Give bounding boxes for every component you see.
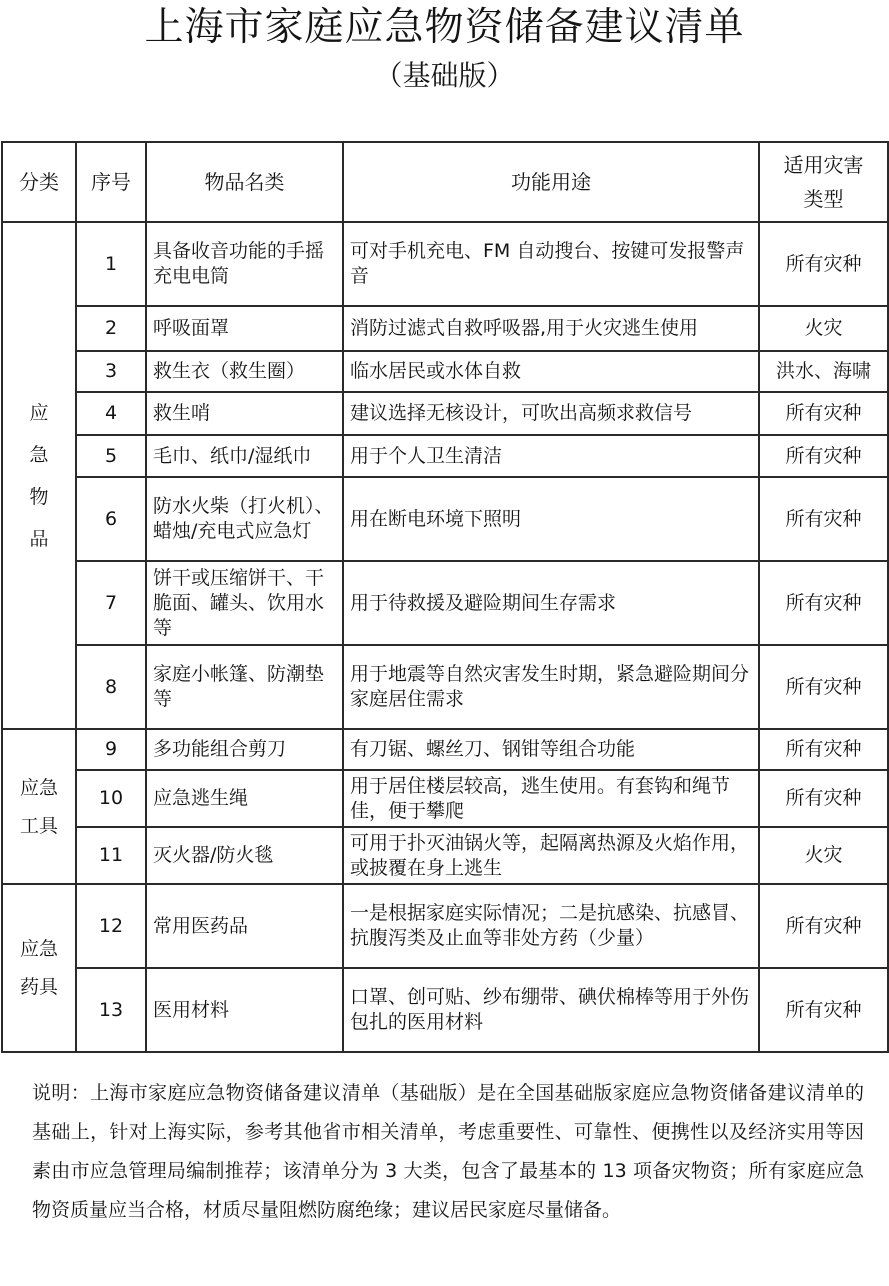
function-cell: 可对手机充电、FM 自动搜台、按键可发报警声音 bbox=[343, 222, 759, 306]
hazard-cell: 所有灾种 bbox=[759, 729, 888, 770]
hazard-cell: 所有灾种 bbox=[759, 222, 888, 306]
category-label: 应急物品 bbox=[29, 401, 49, 550]
column-header-hazard bbox=[759, 142, 888, 222]
function-cell: 用于地震等自然灾害发生时期，紧急避险期间分家庭居住需求 bbox=[343, 645, 759, 729]
column-header-hazard-text: 适用灾害类型 bbox=[783, 153, 864, 211]
hazard-cell: 所有灾种 bbox=[759, 968, 888, 1052]
number-cell: 9 bbox=[76, 729, 146, 770]
page-subtitle: （基础版） bbox=[374, 59, 515, 92]
function-cell: 有刀锯、螺丝刀、钢钳等组合功能 bbox=[343, 729, 759, 770]
function-cell: 消防过滤式自救呼吸器,用于火灾逃生使用 bbox=[343, 306, 759, 351]
number-cell: 13 bbox=[76, 968, 146, 1052]
column-header-item: 物品名类 bbox=[146, 142, 343, 222]
category-cell bbox=[2, 884, 76, 1052]
number-cell: 3 bbox=[76, 351, 146, 392]
function-cell: 可用于扑灭油锅火等，起隔离热源及火焰作用，或披覆在身上逃生 bbox=[343, 827, 759, 884]
function-cell: 口罩、创可贴、纱布绷带、碘伏棉棒等用于外伤包扎的医用材料 bbox=[343, 968, 759, 1052]
table-header-row bbox=[2, 142, 888, 222]
item-cell: 具备收音功能的手摇充电电筒 bbox=[146, 222, 343, 306]
function-cell: 一是根据家庭实际情况；二是抗感染、抗感冒、抗腹泻类及止血等非处方药（少量） bbox=[343, 884, 759, 968]
item-cell: 常用医药品 bbox=[146, 884, 343, 968]
function-cell: 用于待救援及避险期间生存需求 bbox=[343, 561, 759, 645]
category-label: 应急药具 bbox=[19, 938, 58, 998]
hazard-cell: 所有灾种 bbox=[759, 392, 888, 435]
table-row bbox=[2, 770, 888, 827]
number-cell: 8 bbox=[76, 645, 146, 729]
item-cell: 家庭小帐篷、防潮垫等 bbox=[146, 645, 343, 729]
category-label: 应急工具 bbox=[19, 776, 58, 837]
column-header-number: 序号 bbox=[76, 142, 146, 222]
item-cell: 呼吸面罩 bbox=[146, 306, 343, 351]
hazard-cell: 所有灾种 bbox=[759, 477, 888, 561]
item-cell: 应急逃生绳 bbox=[146, 770, 343, 827]
column-header-function: 功能用途 bbox=[343, 142, 759, 222]
function-cell: 临水居民或水体自救 bbox=[343, 351, 759, 392]
table-row bbox=[2, 561, 888, 645]
hazard-cell: 所有灾种 bbox=[759, 645, 888, 729]
hazard-cell: 所有灾种 bbox=[759, 770, 888, 827]
item-cell: 饼干或压缩饼干、干脆面、罐头、饮用水等 bbox=[146, 561, 343, 645]
hazard-cell: 洪水、海啸 bbox=[759, 351, 888, 392]
table-row bbox=[2, 884, 888, 968]
number-cell: 1 bbox=[76, 222, 146, 306]
number-cell: 10 bbox=[76, 770, 146, 827]
table-row bbox=[2, 477, 888, 561]
number-cell: 2 bbox=[76, 306, 146, 351]
number-cell: 5 bbox=[76, 435, 146, 477]
function-cell: 用在断电环境下照明 bbox=[343, 477, 759, 561]
function-cell: 用于居住楼层较高，逃生使用。有套钩和绳节佳，便于攀爬 bbox=[343, 770, 759, 827]
item-cell: 多功能组合剪刀 bbox=[146, 729, 343, 770]
table-row bbox=[2, 392, 888, 435]
supplies-table bbox=[1, 141, 889, 1053]
number-cell: 12 bbox=[76, 884, 146, 968]
item-cell: 救生衣（救生圈） bbox=[146, 351, 343, 392]
table-row bbox=[2, 222, 888, 306]
number-cell: 11 bbox=[76, 827, 146, 884]
category-cell bbox=[2, 222, 76, 729]
table-row bbox=[2, 435, 888, 477]
hazard-cell: 所有灾种 bbox=[759, 561, 888, 645]
hazard-cell: 火灾 bbox=[759, 306, 888, 351]
hazard-cell: 火灾 bbox=[759, 827, 888, 884]
table-row bbox=[2, 306, 888, 351]
item-cell: 医用材料 bbox=[146, 968, 343, 1052]
category-cell bbox=[2, 729, 76, 884]
function-cell: 用于个人卫生清洁 bbox=[343, 435, 759, 477]
item-cell: 灭火器/防火毯 bbox=[146, 827, 343, 884]
hazard-cell: 所有灾种 bbox=[759, 884, 888, 968]
table-row bbox=[2, 351, 888, 392]
item-cell: 救生哨 bbox=[146, 392, 343, 435]
explanatory-note: 说明：上海市家庭应急物资储备建议清单（基础版）是在全国基础版家庭应急物资储备建议清单的基础上，针对上海实际，参考其他省市相关清单，考虑重要性、可靠性、便携性以及经济实用等因素由市应急管理局编制推荐；该清单分为 3 大类，包含了最基本的 13 项备灾物资；所有家庭应急物资质量应当合格，材质尽量阻燃防腐绝缘；建议居民家庭尽量储备。 bbox=[32, 1082, 864, 1221]
table-row bbox=[2, 645, 888, 729]
item-cell: 毛巾、纸巾/湿纸巾 bbox=[146, 435, 343, 477]
table-row bbox=[2, 827, 888, 884]
number-cell: 7 bbox=[76, 561, 146, 645]
table-row bbox=[2, 968, 888, 1052]
number-cell: 4 bbox=[76, 392, 146, 435]
number-cell: 6 bbox=[76, 477, 146, 561]
column-header-category: 分类 bbox=[2, 142, 76, 222]
item-cell: 防水火柴（打火机）、蜡烛/充电式应急灯 bbox=[146, 477, 343, 561]
function-cell: 建议选择无核设计，可吹出高频求救信号 bbox=[343, 392, 759, 435]
table-row bbox=[2, 729, 888, 770]
hazard-cell: 所有灾种 bbox=[759, 435, 888, 477]
page-title: 上海市家庭应急物资储备建议清单 bbox=[144, 5, 745, 50]
